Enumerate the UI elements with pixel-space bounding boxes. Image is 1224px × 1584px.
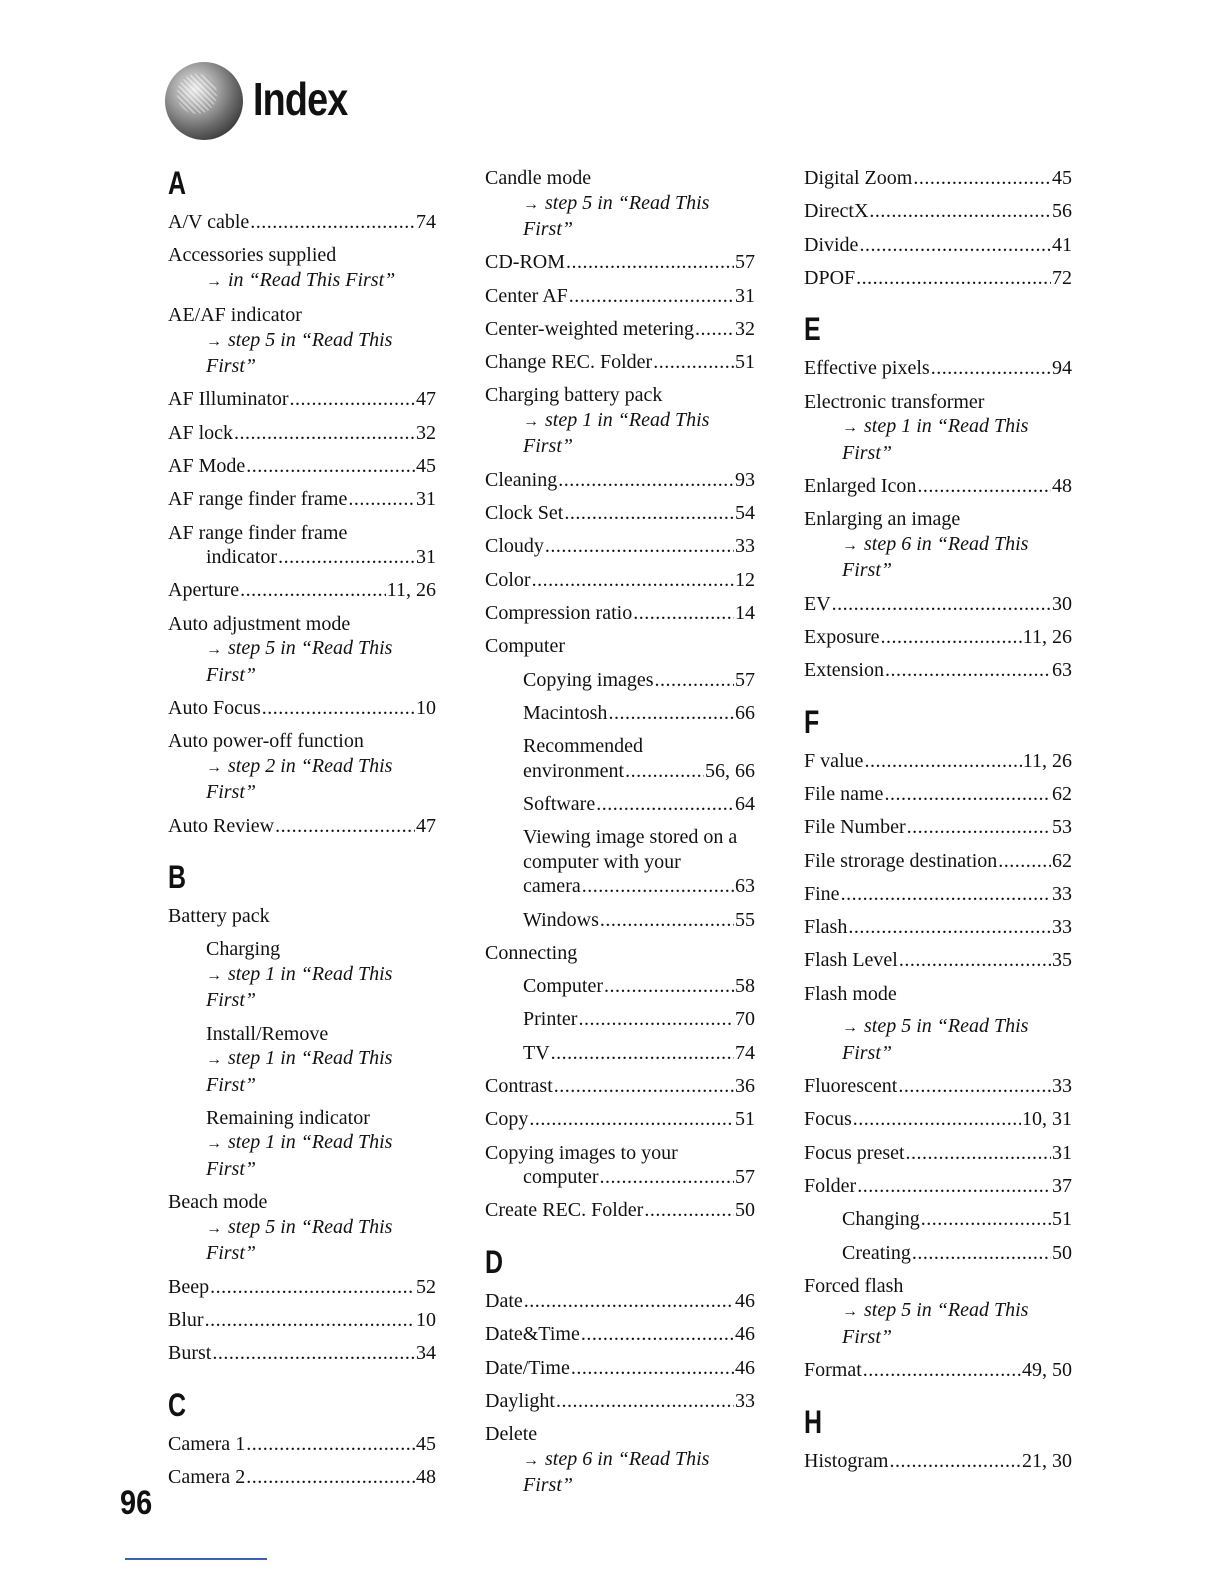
page-ref: 54: [735, 502, 755, 525]
page-ref: 11, 26: [386, 579, 436, 602]
entry-name-cont: computer with your: [523, 850, 681, 873]
entry-name: Forced flash: [804, 1274, 904, 1297]
page-ref: 33: [1052, 916, 1072, 939]
index-entry: [485, 1322, 755, 1347]
index-entry: [804, 1358, 1072, 1383]
entry-name: Color: [485, 568, 531, 591]
page-ref: 63: [735, 875, 755, 898]
entry-name: TV: [523, 1041, 550, 1064]
entry-name: Fine: [804, 882, 840, 905]
page-ref: 51: [1052, 1208, 1072, 1231]
entry-name: Recommended: [523, 735, 643, 758]
index-entry: [168, 1308, 436, 1333]
page-ref: 47: [416, 388, 436, 411]
entry-name: Auto adjustment mode: [168, 612, 351, 635]
index-entry: [168, 578, 436, 603]
cross-reference: → step 1 in “Read This: [206, 1131, 393, 1154]
page-ref: 46: [735, 1289, 755, 1312]
cross-reference-cont: First”: [523, 435, 574, 458]
arrow-icon: →: [206, 1135, 222, 1153]
index-entry: [804, 233, 1072, 258]
index-entry: [485, 1107, 755, 1132]
cross-reference: → step 5 in “Read This: [206, 328, 393, 351]
index-entry: [804, 199, 1072, 224]
arrow-icon: →: [842, 1303, 858, 1321]
arrow-icon: →: [523, 412, 539, 430]
index-entry: [804, 1274, 1072, 1350]
index-entry: [804, 782, 1072, 807]
page-ref: 55: [735, 908, 755, 931]
cross-reference: → step 1 in “Read This: [206, 962, 393, 985]
page-ref: 33: [735, 535, 755, 558]
index-entry: [485, 468, 755, 493]
cross-reference: → step 6 in “Read This: [523, 1447, 710, 1470]
page-ref: 74: [735, 1041, 755, 1064]
index-entry: [804, 390, 1072, 466]
arrow-icon: →: [842, 1019, 858, 1037]
entry-name: Auto Review: [168, 814, 275, 837]
index-entry: [485, 601, 755, 626]
entry-name: Change REC. Folder: [485, 351, 653, 374]
entry-name: Flash mode: [804, 982, 897, 1005]
page-title: Index: [253, 73, 348, 125]
cross-reference-cont: First”: [206, 1157, 257, 1180]
index-entry: [804, 815, 1072, 840]
section-letter-c: C: [168, 1386, 187, 1423]
page-number: 96: [120, 1484, 153, 1522]
index-entry: [168, 696, 436, 721]
section-letter-d: D: [485, 1243, 504, 1280]
page-ref: 34: [416, 1342, 436, 1365]
page-ref: 48: [416, 1465, 436, 1488]
entry-name: Enlarging an image: [804, 508, 961, 531]
entry-name: Date: [485, 1289, 523, 1312]
entry-name-cont: camera: [523, 875, 581, 898]
entry-name: Copying images to your: [485, 1141, 678, 1164]
page-ref: 50: [735, 1199, 755, 1222]
entry-name: Macintosh: [523, 701, 608, 724]
index-entry: [485, 1422, 755, 1498]
entry-name: Folder: [804, 1174, 857, 1197]
index-entry: [485, 1141, 755, 1190]
section-letter-e: E: [804, 311, 821, 348]
page-ref: 62: [1052, 782, 1072, 805]
cross-reference-cont: First”: [842, 1325, 893, 1348]
index-entry: [168, 1275, 436, 1300]
index-entry: [804, 592, 1072, 617]
page-ref: 56: [1052, 200, 1072, 223]
index-entry: [804, 1174, 1072, 1199]
index-entry: [804, 982, 1072, 1066]
index-entry: [804, 625, 1072, 650]
index-entry: [804, 948, 1072, 973]
entry-name: Computer: [523, 975, 603, 998]
index-subentry: [523, 1007, 755, 1032]
page-ref: 94: [1052, 357, 1072, 380]
arrow-icon: →: [523, 1451, 539, 1469]
entry-name: Extension: [804, 659, 884, 682]
entry-name: Center-weighted metering: [485, 317, 694, 340]
cross-reference-cont: First”: [206, 989, 257, 1012]
page-ref: 57: [735, 251, 755, 274]
arrow-icon: →: [206, 966, 222, 984]
index-subentry: [523, 825, 755, 899]
page-ref: 36: [735, 1075, 755, 1098]
entry-name-cont: computer: [523, 1166, 599, 1189]
page-ref: 45: [416, 454, 436, 477]
entry-name: Daylight: [485, 1389, 555, 1412]
entry-name: Charging battery pack: [485, 384, 663, 407]
page-ref: 45: [416, 1432, 436, 1455]
index-subentry: [842, 1207, 1072, 1232]
page-ref: 10: [416, 696, 436, 719]
page-ref: 46: [735, 1356, 755, 1379]
footer-rule: [125, 1558, 267, 1560]
cross-reference: → step 5 in “Read This: [206, 1215, 393, 1238]
entry-name: Install/Remove: [206, 1022, 329, 1045]
page-ref: 51: [735, 351, 755, 374]
index-column-1: [168, 166, 436, 1498]
arrow-icon: →: [842, 536, 858, 554]
entry-name: Electronic transformer: [804, 390, 985, 413]
index-entry: [168, 521, 436, 570]
entry-name: DirectX: [804, 200, 869, 223]
page-ref: 49, 50: [1022, 1359, 1072, 1382]
entry-name: Changing: [842, 1208, 920, 1231]
index-entry: [168, 387, 436, 412]
entry-name: AF lock: [168, 421, 233, 444]
index-entry: [804, 1074, 1072, 1099]
entry-name: Digital Zoom: [804, 167, 913, 189]
entry-name: Burst: [168, 1342, 212, 1365]
index-entry: [168, 487, 436, 512]
page-ref: 53: [1052, 816, 1072, 839]
cross-reference: → step 5 in “Read This: [842, 1299, 1029, 1322]
cross-reference-cont: First”: [523, 218, 574, 240]
index-entry: [804, 166, 1072, 191]
page-ref: 32: [735, 317, 755, 340]
page-ref: 37: [1052, 1174, 1072, 1197]
entry-name: Flash Level: [804, 949, 898, 972]
index-column-2: [485, 166, 755, 1506]
entry-name: Candle mode: [485, 167, 592, 189]
page-ref: 10: [416, 1308, 436, 1331]
index-subentry: [523, 734, 755, 783]
index-entry: [168, 421, 436, 446]
entry-name: Date/Time: [485, 1356, 570, 1379]
entry-name: A/V cable: [168, 211, 250, 233]
index-entry: [804, 474, 1072, 499]
page-ref: 41: [1052, 233, 1072, 256]
page-ref: 72: [1052, 266, 1072, 289]
entry-name: Enlarged Icon: [804, 474, 917, 497]
arrow-icon: →: [842, 419, 858, 437]
page-ref: 46: [735, 1323, 755, 1346]
index-entry: [485, 1389, 755, 1414]
entry-name: Camera 2: [168, 1465, 246, 1488]
entry-name: Cloudy: [485, 535, 544, 558]
index-entry: [804, 1107, 1072, 1132]
page-ref: 11, 26: [1022, 625, 1072, 648]
entry-name: DPOF: [804, 266, 856, 289]
page-ref: 63: [1052, 659, 1072, 682]
index-entry: [168, 243, 436, 294]
cross-reference-cont: First”: [842, 441, 893, 464]
section-letter-h: H: [804, 1403, 823, 1440]
page-ref: 10, 31: [1022, 1108, 1072, 1131]
index-entry: [485, 1289, 755, 1314]
entry-name: Blur: [168, 1308, 204, 1331]
cross-reference-cont: First”: [206, 1073, 257, 1096]
page-ref: 56, 66: [705, 759, 755, 782]
entry-name: Battery pack: [168, 905, 270, 928]
page-ref: 57: [735, 668, 755, 691]
page-ref: 35: [1052, 949, 1072, 972]
index-entry: [168, 1465, 436, 1490]
page-ref: 52: [416, 1275, 436, 1298]
entry-name: File name: [804, 782, 884, 805]
entry-name: Aperture: [168, 579, 240, 602]
entry-name: AF Illuminator: [168, 388, 289, 411]
entry-name: Copy: [485, 1108, 529, 1131]
page-ref: 66: [735, 701, 755, 724]
entry-name: Cleaning: [485, 468, 558, 491]
arrow-icon: →: [523, 195, 539, 213]
entry-name: F value: [804, 749, 864, 772]
entry-name: Auto Focus: [168, 696, 261, 719]
cross-reference-cont: First”: [206, 1242, 257, 1265]
index-entry: [168, 729, 436, 805]
arrow-icon: →: [206, 332, 222, 350]
index-subentry: [206, 1106, 436, 1182]
entry-name: Auto power-off function: [168, 730, 364, 753]
page-ref: 70: [735, 1008, 755, 1031]
cross-reference-cont: First”: [206, 781, 257, 804]
cross-reference: → step 1 in “Read This: [206, 1047, 393, 1070]
index-entry: [168, 210, 436, 235]
index-entry: [485, 383, 755, 459]
cross-reference-cont: First”: [206, 663, 257, 686]
index-entry: [168, 1432, 436, 1457]
cross-reference: → in “Read This First”: [206, 268, 396, 291]
section-letter-b: B: [168, 859, 187, 896]
cross-reference-cont: First”: [842, 1041, 893, 1064]
page-ref: 51: [735, 1108, 755, 1131]
page-ref: 62: [1052, 849, 1072, 872]
page-ref: 33: [1052, 1075, 1072, 1098]
entry-name: Computer: [485, 635, 565, 658]
index-entry: [168, 814, 436, 839]
entry-name: EV: [804, 592, 831, 615]
section-letter-a: A: [168, 165, 187, 201]
entry-name: Effective pixels: [804, 357, 930, 380]
index-entry: [485, 568, 755, 593]
entry-name: Windows: [523, 908, 599, 931]
index-subentry: [523, 908, 755, 933]
page-ref: 64: [735, 792, 755, 815]
index-entry: [804, 915, 1072, 940]
entry-name: AE/AF indicator: [168, 304, 302, 327]
entry-name: Clock Set: [485, 502, 564, 525]
cross-reference-cont: First”: [842, 559, 893, 582]
index-entry: [485, 1356, 755, 1381]
cross-reference: → step 6 in “Read This: [842, 532, 1029, 555]
entry-name: Accessories supplied: [168, 244, 337, 267]
index-entry: [485, 284, 755, 309]
page-ref: 31: [1052, 1141, 1072, 1164]
page-ref: 47: [416, 814, 436, 837]
arrow-icon: →: [206, 641, 222, 659]
index-entry: [168, 454, 436, 479]
cross-reference: → step 1 in “Read This: [523, 408, 710, 431]
entry-name: Charging: [206, 938, 281, 961]
entry-name: Delete: [485, 1423, 538, 1446]
page-ref: 30: [1052, 592, 1072, 615]
entry-name-cont: indicator: [206, 546, 278, 569]
entry-name: File strorage destination: [804, 849, 998, 872]
index-entry: [485, 501, 755, 526]
page-ref: 32: [416, 421, 436, 444]
index-entry: [168, 904, 436, 929]
index-entry: [804, 507, 1072, 583]
arrow-icon: →: [206, 1219, 222, 1237]
index-entry: [168, 1341, 436, 1366]
entry-name: Printer: [523, 1008, 578, 1031]
index-entry: [168, 1190, 436, 1266]
entry-name: Center AF: [485, 284, 568, 307]
entry-name-cont: environment: [523, 759, 625, 782]
index-entry: [804, 749, 1072, 774]
index-entry: [804, 1449, 1072, 1474]
entry-name: AF Mode: [168, 454, 246, 477]
cross-reference: → step 5 in “Read This: [523, 191, 710, 214]
arrow-icon: →: [206, 758, 222, 776]
index-entry: [485, 634, 755, 659]
page-ref: 57: [735, 1166, 755, 1189]
index-entry: [168, 303, 436, 379]
cross-reference: → step 5 in “Read This: [842, 1015, 1029, 1038]
entry-name: Connecting: [485, 941, 578, 964]
entry-name: Viewing image stored on a: [523, 826, 738, 849]
entry-name: Exposure: [804, 625, 880, 648]
entry-name: Create REC. Folder: [485, 1199, 644, 1222]
index-entry: [168, 612, 436, 688]
index-subentry: [842, 1241, 1072, 1266]
entry-name: Focus preset: [804, 1141, 905, 1164]
index-entry: [804, 356, 1072, 381]
index-entry: [485, 1198, 755, 1223]
arrow-icon: →: [206, 1051, 222, 1069]
cross-reference-cont: First”: [206, 355, 257, 378]
index-entry: [485, 166, 755, 242]
entry-name: Software: [523, 792, 596, 815]
index-entry: [804, 658, 1072, 683]
page-ref: 74: [416, 211, 436, 233]
entry-name: Camera 1: [168, 1432, 246, 1455]
page-ref: 11, 26: [1022, 749, 1072, 772]
entry-name: Contrast: [485, 1075, 553, 1098]
entry-name: Remaining indicator: [206, 1106, 370, 1129]
page-ref: 48: [1052, 474, 1072, 497]
entry-name: Format: [804, 1359, 862, 1382]
cross-reference-cont: First”: [523, 1474, 574, 1497]
index-subentry: [523, 974, 755, 999]
index-subentry: [523, 792, 755, 817]
index-subentry: [523, 701, 755, 726]
index-entry: [485, 941, 755, 966]
page-ref: 33: [735, 1389, 755, 1412]
index-entry: [485, 1074, 755, 1099]
index-entry: [485, 317, 755, 342]
cross-reference: → step 5 in “Read This: [206, 637, 393, 660]
entry-name: Compression ratio: [485, 601, 633, 624]
entry-name: Flash: [804, 916, 848, 939]
page-ref: 31: [416, 488, 436, 511]
index-entry: [804, 849, 1072, 874]
magnifier-icon: [165, 62, 243, 140]
index-entry: [804, 1141, 1072, 1166]
entry-name: CD-ROM: [485, 251, 566, 274]
page-ref: 14: [735, 601, 755, 624]
index-entry: [804, 882, 1072, 907]
entry-name: Beach mode: [168, 1191, 268, 1214]
entry-name: Copying images: [523, 668, 654, 691]
index-entry: [485, 534, 755, 559]
entry-name: Divide: [804, 233, 859, 256]
cross-reference: → step 1 in “Read This: [842, 415, 1029, 438]
index-subentry: [523, 1041, 755, 1066]
entry-name: AF range finder frame: [168, 521, 348, 544]
cross-reference: → step 2 in “Read This: [206, 754, 393, 777]
index-entry: [485, 350, 755, 375]
index-subentry: [206, 937, 436, 1013]
page-ref: 31: [735, 284, 755, 307]
page-ref: 50: [1052, 1241, 1072, 1264]
entry-name: Histogram: [804, 1449, 889, 1472]
index-subentry: [206, 1022, 436, 1098]
page-ref: 21, 30: [1022, 1449, 1072, 1472]
page-ref: 45: [1052, 167, 1072, 189]
entry-name: Creating: [842, 1241, 911, 1264]
entry-name: Beep: [168, 1275, 210, 1298]
page-ref: 93: [735, 468, 755, 491]
index-entry: [485, 250, 755, 275]
page-ref: 33: [1052, 882, 1072, 905]
entry-name: Fluorescent: [804, 1075, 898, 1098]
index-entry: [804, 266, 1072, 291]
index-column-3: [804, 166, 1072, 1482]
page-ref: 31: [416, 546, 436, 569]
entry-name: File Number: [804, 816, 906, 839]
section-letter-f: F: [804, 703, 820, 740]
page-ref: 58: [735, 975, 755, 998]
entry-name: Date&Time: [485, 1323, 580, 1346]
entry-name: AF range finder frame: [168, 488, 348, 511]
arrow-icon: →: [206, 272, 222, 290]
page-ref: 12: [735, 568, 755, 591]
index-subentry: [523, 668, 755, 693]
entry-name: Focus: [804, 1108, 852, 1131]
